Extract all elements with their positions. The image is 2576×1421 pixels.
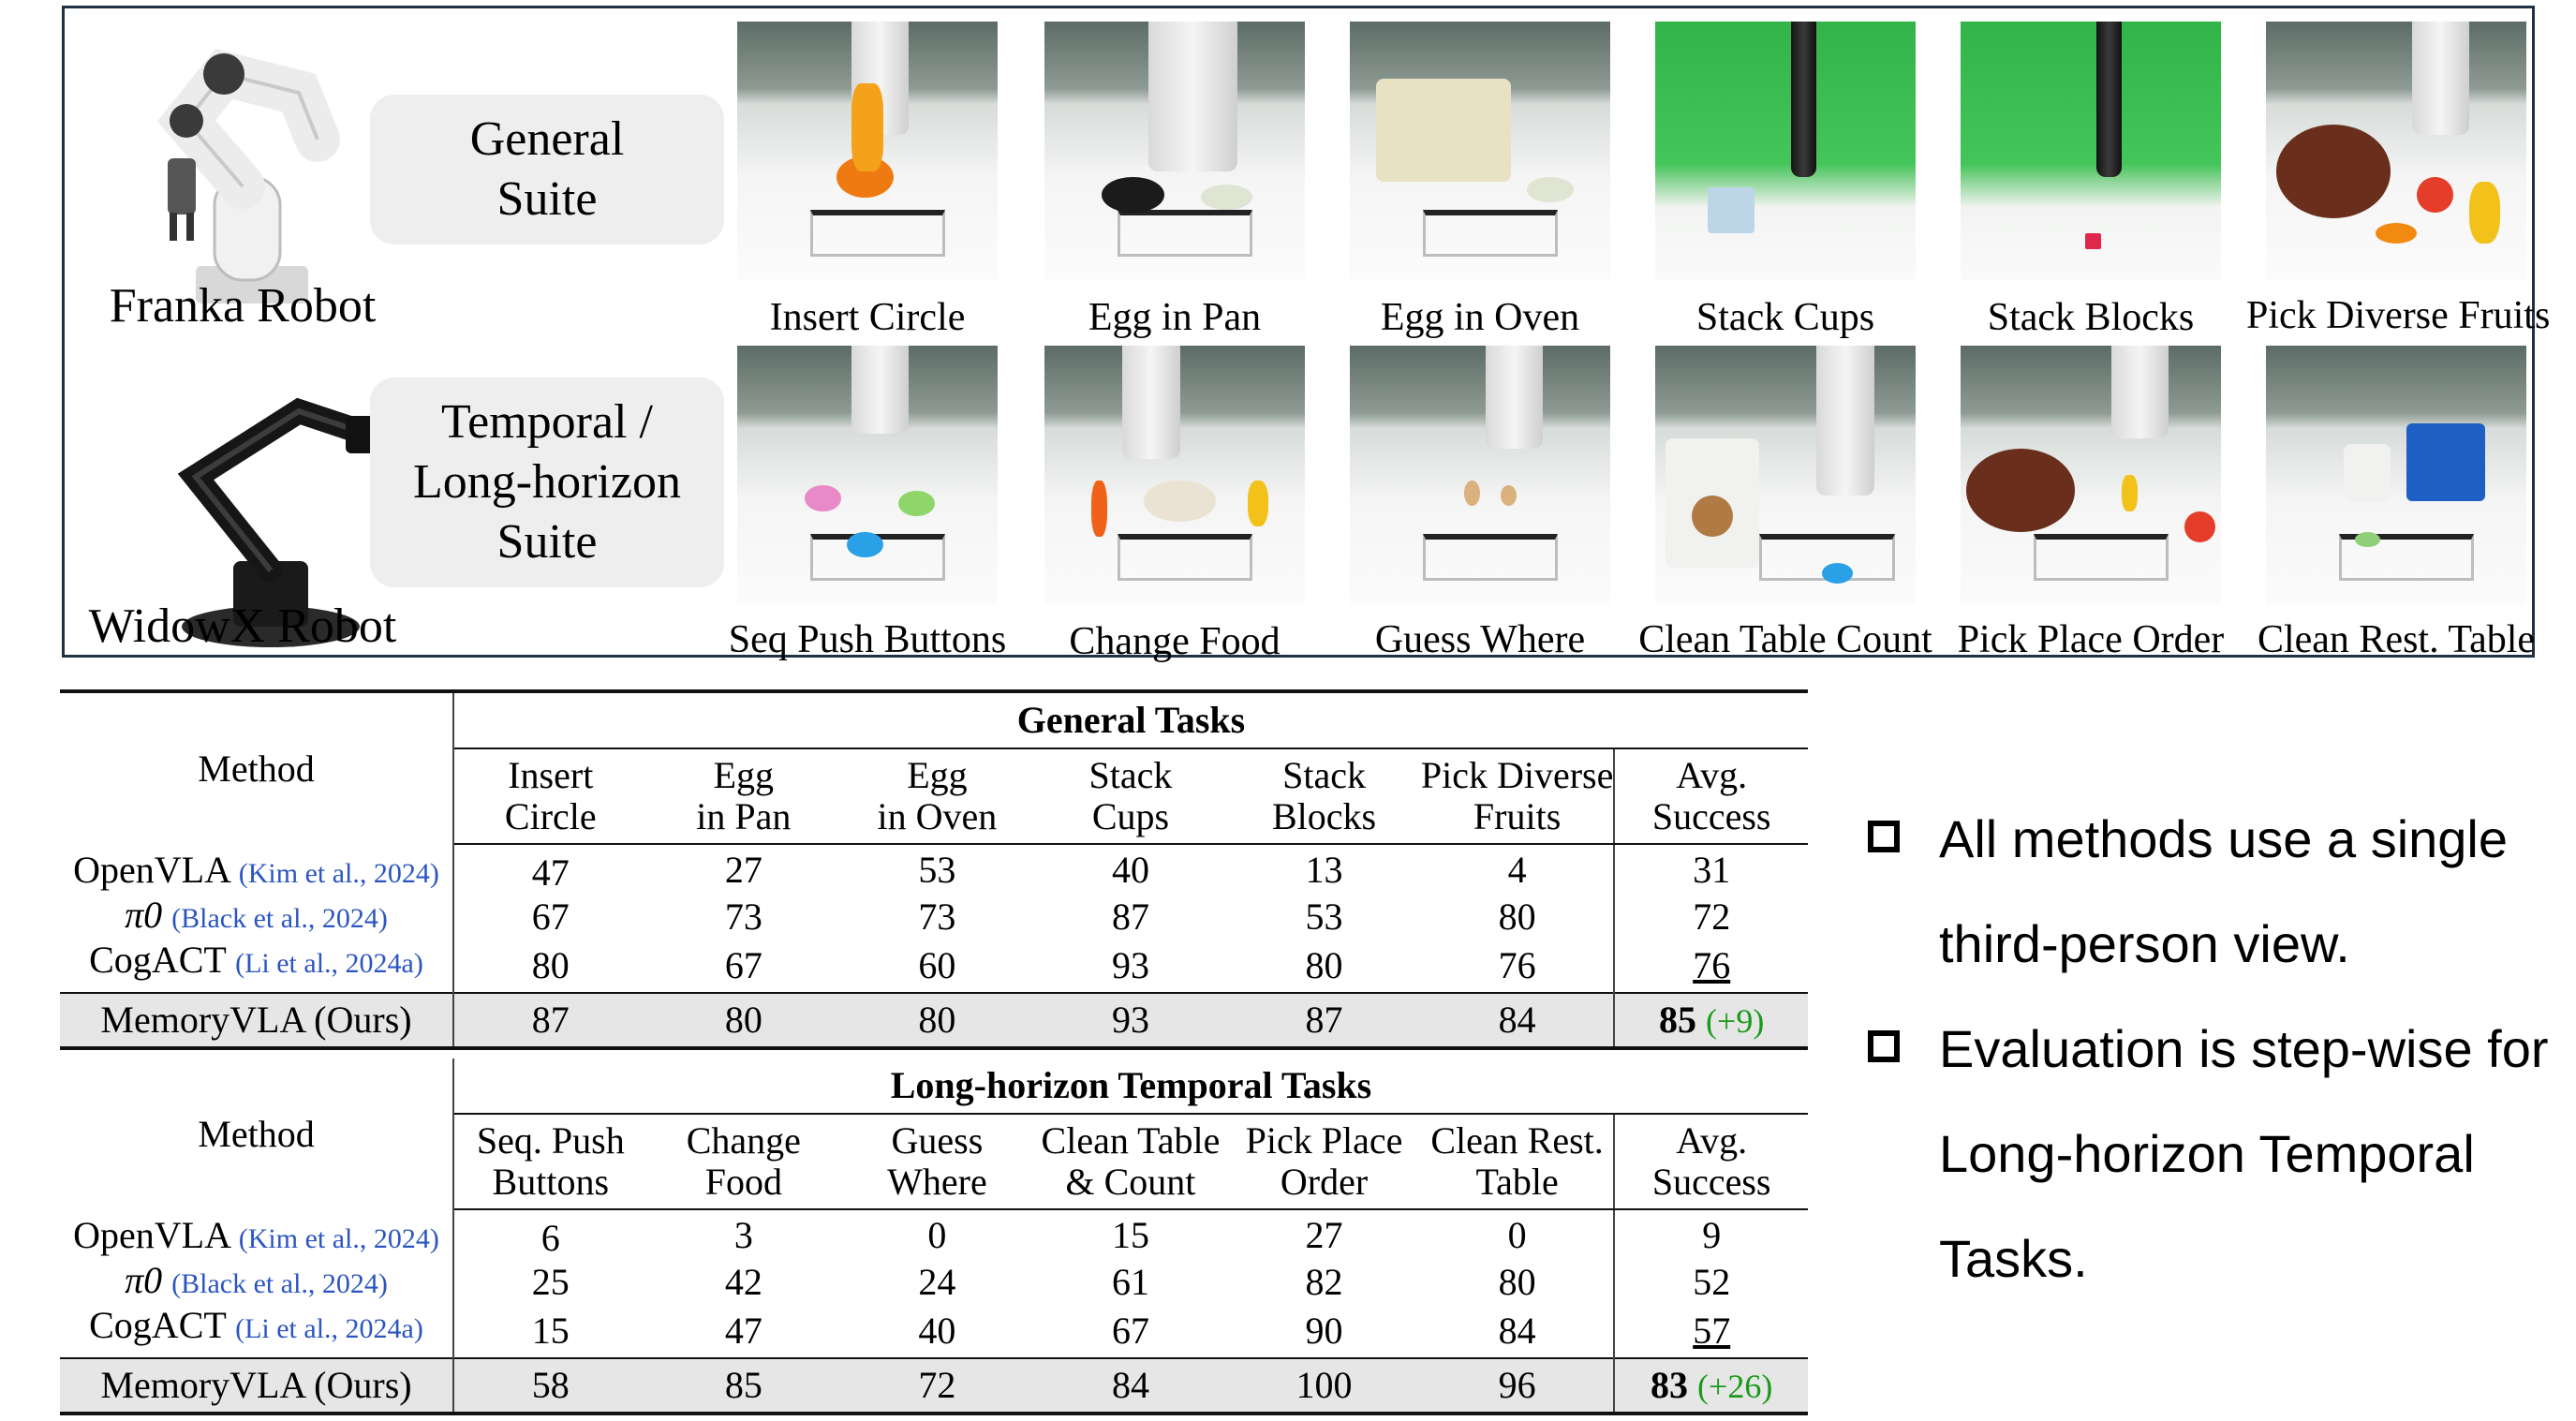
- table-row-ours: MemoryVLA (Ours) 87 80 80 93 87 84 85 (+9): [60, 993, 1808, 1048]
- checkbox-square-icon: [1868, 821, 1900, 852]
- method-header: Method: [60, 691, 453, 844]
- citation: (Kim et al., 2024): [238, 858, 439, 889]
- note-item: All methods use a single third-person view.: [1864, 787, 2576, 997]
- task-label-guess-where: Guess Where: [1374, 618, 1586, 661]
- task-image-guess-where: [1350, 346, 1610, 604]
- citation: (Black et al., 2024): [171, 903, 388, 934]
- task-label-egg-in-pan: Egg in Pan: [1088, 296, 1262, 339]
- column-header: Avg. Success: [1614, 1114, 1808, 1209]
- general-tasks-table: [60, 689, 1808, 1056]
- task-image-pick-place-order: [1961, 346, 2221, 604]
- citation: (Kim et al., 2024): [238, 1223, 439, 1254]
- table-title: General Tasks: [453, 691, 1808, 748]
- task-label-insert-circle: Insert Circle: [769, 296, 966, 339]
- task-image-egg-in-pan: [1044, 22, 1305, 280]
- widowx-robot-label: WidowX Robot: [88, 599, 397, 653]
- task-label-pick-place-order: Pick Place Order: [1957, 618, 2225, 661]
- task-image-insert-circle: [737, 22, 998, 280]
- citation: (Li et al., 2024a): [235, 948, 423, 979]
- task-image-change-food: [1044, 346, 1305, 604]
- note-item: Evaluation is step-wise for Long-horizon Temporal Tasks.: [1864, 997, 2576, 1311]
- column-header: Stack Blocks: [1227, 748, 1421, 844]
- table-row-ours: MemoryVLA (Ours) 58 85 72 84 100 96 83 (+26): [60, 1358, 1808, 1414]
- general-suite-box: [370, 95, 724, 244]
- task-image-clean-table-count: [1655, 346, 1916, 604]
- suite-line: Suite: [496, 515, 598, 569]
- column-header: Seq. Push Buttons: [453, 1114, 647, 1209]
- column-header: Clean Rest. Table: [1421, 1114, 1615, 1209]
- column-header: Pick Diverse Fruits: [1421, 748, 1615, 844]
- long-horizon-tasks-table: [60, 1058, 1808, 1421]
- table-title: Long-horizon Temporal Tasks: [453, 1058, 1808, 1114]
- task-label-clean-rest-table: Clean Rest. Table: [2257, 618, 2536, 661]
- table-row: CogACT (Li et al., 2024a) 15 47 40 67 90 84 57: [60, 1305, 1808, 1358]
- task-image-stack-cups: [1655, 22, 1916, 280]
- task-image-egg-in-oven: [1350, 22, 1610, 280]
- column-header: Guess Where: [840, 1114, 1034, 1209]
- temporal-suite-box: [370, 377, 724, 587]
- task-label-pick-diverse-fruits: Pick Diverse Fruits: [2246, 294, 2551, 337]
- task-figure: [62, 6, 2551, 663]
- table-row: OpenVLA (Kim et al., 2024) 47 27 53 40 13 4 31: [60, 844, 1808, 895]
- citation: (Black et al., 2024): [171, 1268, 388, 1299]
- method-header: Method: [60, 1058, 453, 1209]
- franka-robot-label: Franka Robot: [109, 279, 377, 333]
- column-header: Change Food: [647, 1114, 841, 1209]
- task-label-clean-table-count: Clean Table Count: [1638, 618, 1932, 661]
- task-image-stack-blocks: [1961, 22, 2221, 280]
- task-image-seq-push-buttons: [737, 346, 998, 604]
- table-row: π0 (Black et al., 2024) 25 42 24 61 82 80 52: [60, 1260, 1808, 1305]
- column-header: Egg in Pan: [647, 748, 841, 844]
- task-label-egg-in-oven: Egg in Oven: [1380, 296, 1580, 339]
- table-row: CogACT (Li et al., 2024a) 80 67 60 93 80 76 76: [60, 940, 1808, 993]
- suite-line: General: [469, 112, 625, 166]
- notes: [1864, 787, 2576, 1311]
- column-header: Pick Place Order: [1227, 1114, 1421, 1209]
- task-label-seq-push-buttons: Seq Push Buttons: [728, 618, 1007, 661]
- table-row: π0 (Black et al., 2024) 67 73 73 87 53 80 72: [60, 895, 1808, 940]
- column-header: Stack Cups: [1034, 748, 1228, 844]
- task-label-stack-blocks: Stack Blocks: [1987, 296, 2195, 339]
- task-label-stack-cups: Stack Cups: [1695, 296, 1875, 339]
- suite-line: Suite: [496, 172, 598, 226]
- suite-line: Temporal /: [441, 395, 653, 449]
- checkbox-square-icon: [1868, 1030, 1900, 1062]
- citation: (Li et al., 2024a): [235, 1313, 423, 1344]
- task-image-pick-diverse-fruits: [2266, 22, 2526, 280]
- suite-line: Long-horizon: [413, 455, 681, 509]
- column-header: Clean Table & Count: [1034, 1114, 1228, 1209]
- column-header: Egg in Oven: [840, 748, 1034, 844]
- column-header: Insert Circle: [453, 748, 647, 844]
- task-image-clean-rest-table: [2266, 346, 2526, 604]
- column-header: Avg. Success: [1614, 748, 1808, 844]
- table-row: OpenVLA (Kim et al., 2024) 6 3 0 15 27 0 9: [60, 1209, 1808, 1260]
- task-label-change-food: Change Food: [1069, 620, 1281, 663]
